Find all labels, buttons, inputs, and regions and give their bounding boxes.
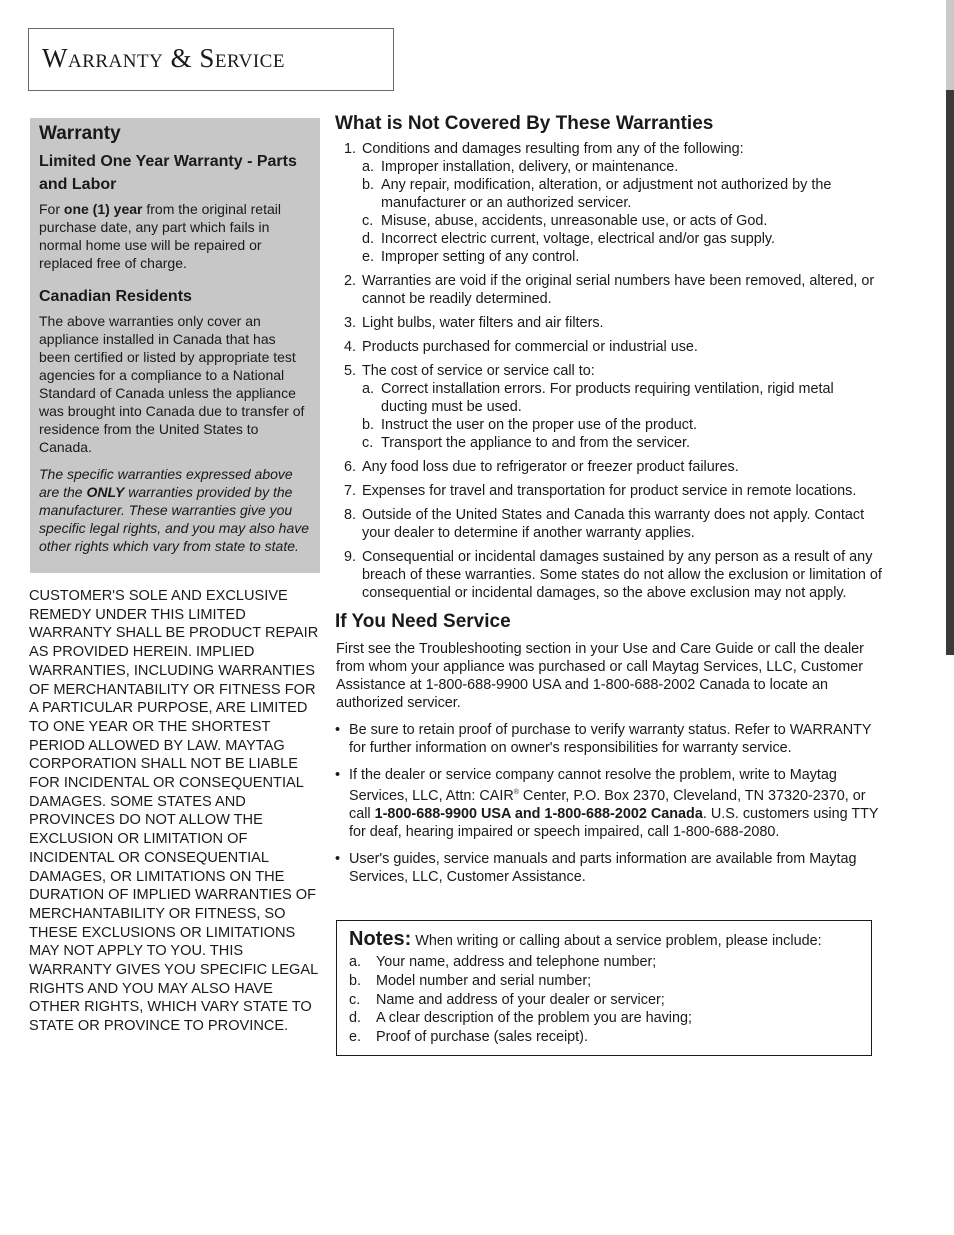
notes-item <box>349 953 859 972</box>
bullet-mark: • <box>335 767 341 783</box>
italic-suffix: warranties provided by the manufacturer. These warranties give you specific legal rights, and you may also have other rights which vary from state to state. <box>39 484 310 554</box>
item-text: Warranties are void if the original serial numbers have been removed, altered, or cannot be readily determined. <box>362 273 875 307</box>
sub-item <box>362 230 883 248</box>
page-title-box <box>28 28 394 91</box>
service-bullet <box>335 850 883 886</box>
item-number: 1. <box>343 141 356 157</box>
notes-item <box>349 1009 859 1028</box>
service-bullet <box>335 766 883 841</box>
warranty-heading: Warranty <box>39 123 121 144</box>
limited-text-suffix: from the original retail purchase date, any part which fails in normal home use will be repaired or replaced free of charge. <box>39 201 281 271</box>
notes-item-letter: d. <box>349 1010 362 1027</box>
service-bullet-text: User's guides, service manuals and parts information are available from Maytag Services, LLC, Customer Assistance. <box>349 850 857 885</box>
phone-numbers: 1-800-688-9900 USA and 1-800-688-2002 Canada <box>374 805 703 822</box>
item-number: 7. <box>343 483 356 499</box>
notes-item-letter: e. <box>349 1029 362 1046</box>
bullet-mark: • <box>335 850 341 867</box>
sub-item <box>362 434 883 452</box>
notes-item-letter: b. <box>349 972 362 989</box>
not-covered-item <box>335 272 883 308</box>
not-covered-item <box>335 506 883 542</box>
limited-text-prefix: For <box>39 201 64 217</box>
limited-warranty-text <box>39 200 310 272</box>
notes-item <box>349 1028 859 1047</box>
notes-item-text: Name and address of your dealer or servicer; <box>376 991 665 1008</box>
sub-item <box>362 212 883 230</box>
item-text: The cost of service or service call to: <box>362 363 595 379</box>
sub-item <box>362 248 883 266</box>
not-covered-item <box>335 458 883 476</box>
remedy-disclaimer: CUSTOMER'S SOLE AND EXCLUSIVE REMEDY UNDER THIS LIMITED WARRANTY SHALL BE PRODUCT REPAIR AS PROVIDED HEREIN. IMPLIED WARRANTIES, INCLUDING WARRANTIES OF MERCHANTABILITY OR FITNESS FOR A PARTICULAR PURPOSE, ARE LIMITED TO ONE YEAR OR THE SHORTEST PERIOD ALLOWED BY LAW. MAYTAG CORPORATION SHALL NOT BE LIABLE FOR INCIDENTAL OR CONSEQUENTIAL DAMAGES. SOME STATES AND PROVINCES DO NOT ALLOW THE EXCLUSION OR LIMITATION OF INCIDENTAL OR CONSEQUENTIAL DAMAGES, OR LIMITATIONS ON THE DURATION OF IMPLIED WARRANTIES OF MERCHANTABILITY OR FITNESS, SO THESE EXCLUSIONS OR LIMITATIONS MAY NOT APPLY TO YOU. THIS WARRANTY GIVES YOU SPECIFIC LEGAL RIGHTS AND YOU MAY ALSO HAVE OTHER RIGHTS, WHICH VARY STATE TO STATE OR PROVINCE TO PROVINCE. <box>29 588 319 1035</box>
canadian-text: The above warranties only cover an appliance installed in Canada that has been certified or listed by appropriate test agencies for a compliance to a National Standard of Canada unless the appliance was brought into Canada due to transfer of residence from the United States to Canada. <box>39 313 305 455</box>
item-number: 5. <box>343 363 356 379</box>
not-covered-item <box>335 482 883 500</box>
not-covered-list <box>335 140 883 602</box>
bullet2-part-b: Center, P.O. Box 2370, Cleveland, TN 37320-2370, or call <box>349 787 866 822</box>
notes-item-letter: a. <box>349 954 362 970</box>
page-edge-tab <box>946 0 954 655</box>
sub-item <box>362 158 883 176</box>
bullet-mark: • <box>335 722 341 738</box>
notes-item-text: A clear description of the problem you are having; <box>376 1010 692 1027</box>
sub-item-letter: b. <box>362 417 375 433</box>
item-body <box>362 458 883 476</box>
sub-item-text: Any repair, modification, alteration, or adjustment not authorized by the manufacturer or an authorized servicer. <box>381 177 832 211</box>
item-text: Expenses for travel and transportation for product service in remote locations. <box>362 483 857 499</box>
warranty-box <box>30 118 320 573</box>
sub-item <box>362 380 883 416</box>
sub-item-letter: a. <box>362 381 375 397</box>
right-column <box>335 112 883 886</box>
service-bullet-text: Be sure to retain proof of purchase to verify warranty status. Refer to WARRANTY for further information on owner's responsibilities for warranty service. <box>349 722 872 756</box>
sub-item-text: Correct installation errors. For products requiring ventilation, rigid metal ducting must be used. <box>381 381 834 415</box>
service-heading: If You Need Service <box>335 611 511 632</box>
item-number: 3. <box>343 315 356 331</box>
sub-item <box>362 416 883 434</box>
bullet2-part-c: . U.S. customers using TTY for deaf, hearing impaired or speech impaired, call 1-800-688-2080. <box>349 805 879 840</box>
notes-intro: When writing or calling about a service problem, please include: <box>411 933 822 949</box>
sub-item <box>362 176 883 212</box>
item-body <box>362 272 883 308</box>
not-covered-item <box>335 362 883 452</box>
service-section <box>335 610 883 886</box>
registered-mark: ® <box>513 789 519 796</box>
item-number: 6. <box>343 459 356 475</box>
notes-list <box>349 953 859 1047</box>
sub-item-letter: a. <box>362 159 375 175</box>
item-body <box>362 506 883 542</box>
sub-item-letter: e. <box>362 249 375 265</box>
notes-item <box>349 991 859 1010</box>
not-covered-heading: What is Not Covered By These Warranties <box>335 113 714 134</box>
sub-item-text: Instruct the user on the proper use of the product. <box>381 417 697 433</box>
italic-bold: ONLY <box>86 484 125 500</box>
service-bullet <box>335 721 883 757</box>
item-text: Outside of the United States and Canada this warranty does not apply. Contact your dealer to determine if another warranty applies. <box>362 507 865 541</box>
not-covered-item <box>335 548 883 602</box>
not-covered-item <box>335 338 883 356</box>
notes-box <box>336 920 872 1056</box>
item-number: 8. <box>343 507 356 523</box>
sub-item-text: Incorrect electric current, voltage, electrical and/or gas supply. <box>381 231 776 247</box>
item-body <box>362 314 883 332</box>
item-number: 2. <box>343 273 356 289</box>
item-text: Conditions and damages resulting from any of the following: <box>362 141 744 157</box>
notes-item-text: Your name, address and telephone number; <box>376 954 657 970</box>
notes-item-letter: c. <box>349 991 361 1008</box>
limited-text-bold: one (1) year <box>63 201 143 217</box>
specific-warranties-note <box>39 465 310 555</box>
not-covered-item <box>335 140 883 266</box>
item-text: Consequential or incidental damages sustained by any person as a result of any breach of these warranties. Some states do not allow the exclusion or limitation of consequential or incidental damages, so the above exclusion may not apply. <box>362 549 882 601</box>
item-body <box>362 482 883 500</box>
item-number: 4. <box>343 339 356 355</box>
item-text: Light bulbs, water filters and air filters. <box>362 315 604 331</box>
notes-label: Notes: <box>349 928 412 950</box>
notes-item-text: Model number and serial number; <box>376 972 592 989</box>
notes-header <box>349 927 859 953</box>
page-title: Warranty & Service <box>42 43 285 73</box>
italic-prefix: The specific warranties expressed above are the <box>39 466 293 500</box>
limited-warranty-heading: Limited One Year Warranty - Parts and Labor <box>39 153 297 193</box>
item-body <box>362 338 883 356</box>
not-covered-item <box>335 314 883 332</box>
notes-item <box>349 972 859 991</box>
notes-item-text: Proof of purchase (sales receipt). <box>376 1029 588 1046</box>
sub-item-text: Misuse, abuse, accidents, unreasonable use, or acts of God. <box>381 213 768 229</box>
sub-item-text: Improper setting of any control. <box>381 249 580 265</box>
item-body <box>362 140 883 266</box>
sub-item-letter: c. <box>362 435 374 451</box>
sub-item-letter: b. <box>362 177 375 193</box>
service-bullet-text <box>349 766 883 841</box>
canadian-heading: Canadian Residents <box>39 288 192 305</box>
sub-item-letter: c. <box>362 213 374 229</box>
bullet2-part-a: If the dealer or service company cannot resolve the problem, write to Maytag Services, LLC, Attn: CAIR <box>349 767 837 804</box>
sub-item-letter: d. <box>362 231 375 247</box>
item-body <box>362 548 883 602</box>
sub-item-text: Transport the appliance to and from the servicer. <box>381 435 691 451</box>
sub-item-text: Improper installation, delivery, or maintenance. <box>381 159 679 175</box>
page-edge-tab-dark <box>946 90 954 655</box>
item-number: 9. <box>343 549 356 565</box>
item-text: Products purchased for commercial or industrial use. <box>362 339 698 355</box>
item-body <box>362 362 883 452</box>
service-intro: First see the Troubleshooting section in your Use and Care Guide or call the dealer from whom your appliance was purchased or call Maytag Services, LLC, Customer Assistance at 1-800-688-9900 USA and 1-800-688-2002 Canada to locate an authorized servicer. <box>336 641 864 711</box>
item-text: Any food loss due to refrigerator or freezer product failures. <box>362 459 739 475</box>
